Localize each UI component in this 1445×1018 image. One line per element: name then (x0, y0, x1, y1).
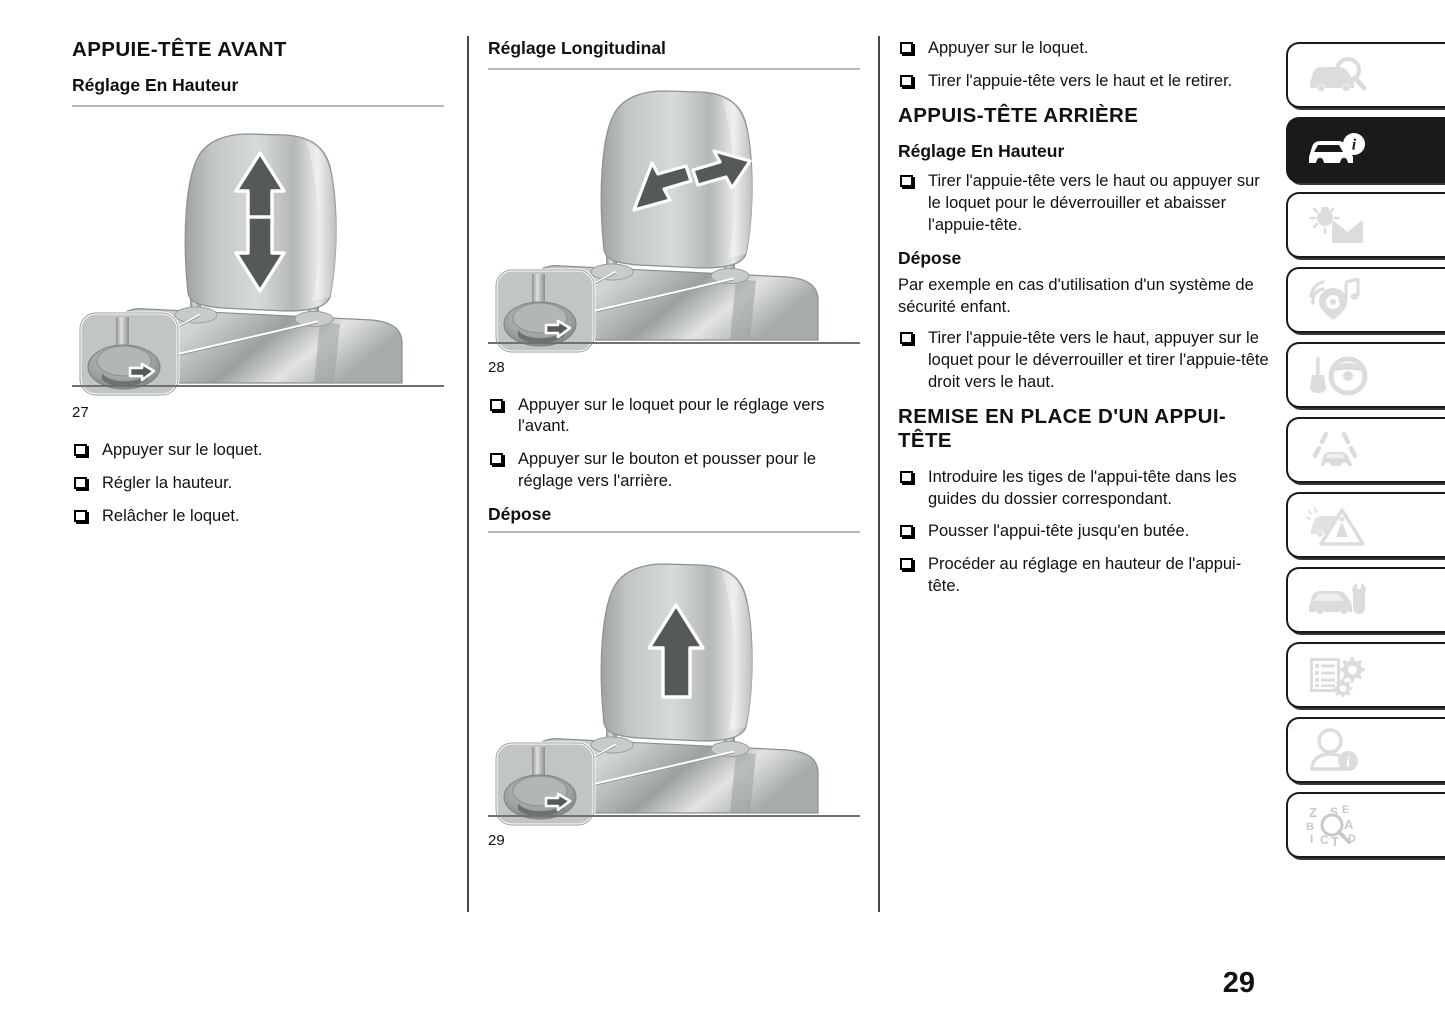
specifications-icon (1306, 653, 1368, 697)
car-wrench-icon (1306, 580, 1368, 620)
checkbox-icon (900, 558, 913, 570)
subsection-title-rear-height: Réglage En Hauteur (898, 141, 1065, 162)
tab-specifications[interactable] (1286, 642, 1445, 708)
svg-text:i: i (1351, 136, 1357, 154)
list-item (898, 554, 1270, 598)
checklist-rear-removal (898, 328, 1270, 394)
list-item (898, 521, 1270, 543)
checkbox-icon (900, 471, 913, 483)
tab-safety[interactable] (1286, 117, 1445, 183)
checkbox-icon (74, 510, 87, 522)
tab-alphabetical-index[interactable] (1286, 792, 1445, 858)
list-item-text: Procéder au réglage en hauteur de l'appui-tête. (928, 555, 1242, 596)
figure-number-28: 28 (488, 359, 505, 376)
tab-radio-navigation[interactable] (1286, 267, 1445, 333)
figure-29-headrest-removal (488, 541, 860, 833)
svg-text:C: C (1320, 833, 1329, 847)
column-divider-2 (878, 36, 880, 912)
list-item (898, 171, 1270, 237)
checkbox-icon (490, 453, 503, 465)
tab-vehicle-overview[interactable] (1286, 42, 1445, 108)
checkbox-icon (490, 399, 503, 411)
figure-number-27: 27 (72, 404, 89, 422)
alphabetic-index-icon (1306, 803, 1376, 847)
tab-starting-driving[interactable] (1286, 342, 1445, 408)
checkbox-icon (900, 332, 913, 344)
radio-navigation-icon (1306, 278, 1368, 322)
svg-text:Z: Z (1309, 805, 1317, 820)
svg-text:i: i (1345, 754, 1351, 771)
checklist-rear-height (898, 171, 1270, 237)
svg-text:I: I (1310, 832, 1314, 846)
list-item (898, 38, 1270, 60)
figure-top-rule (72, 105, 444, 107)
tab-customer-information[interactable] (1286, 717, 1445, 783)
list-item (898, 71, 1270, 93)
list-item-text: Appuyer sur le loquet pour le réglage vers l'avant. (518, 395, 825, 436)
figure-28-longitudinal-adjustment (488, 78, 860, 360)
column-three (898, 38, 1270, 609)
tab-warning-lights-messages[interactable] (1286, 192, 1445, 258)
car-info-icon (1306, 130, 1368, 170)
subsection-title-rear-removal: Dépose (898, 247, 962, 268)
section-title-rear-headrests: APPUIS-TÊTE ARRIÈRE (898, 103, 1139, 127)
svg-text:T: T (1331, 834, 1339, 847)
list-item-text: Tirer l'appuie-tête vers le haut ou appuyer sur le loquet pour le déverrouiller et abaisser l'appuie-tête. (928, 172, 1260, 234)
list-item-text: Tirer l'appuie-tête vers le haut et le retirer. (928, 71, 1233, 90)
checkbox-icon (900, 175, 913, 187)
column-one (72, 38, 444, 539)
checkbox-icon (74, 444, 87, 456)
chapter-tab-rail (1286, 42, 1445, 867)
svg-text:B: B (1306, 821, 1314, 833)
checklist-refit (898, 467, 1270, 599)
list-item (72, 440, 444, 462)
tab-driver-assistance[interactable] (1286, 417, 1445, 483)
checklist-front-removal (898, 38, 1270, 93)
lane-assist-car-icon (1306, 428, 1368, 472)
checkbox-icon (900, 42, 913, 54)
checkbox-icon (74, 477, 87, 489)
list-item-text: Régler la hauteur. (102, 473, 233, 492)
checkbox-icon (900, 525, 913, 537)
steering-wheel-icon (1306, 354, 1368, 396)
list-item-text: Appuyer sur le bouton et pousser pour le réglage vers l'arrière. (518, 450, 817, 491)
column-two (488, 38, 860, 868)
svg-text:S: S (1330, 805, 1339, 819)
list-item-text: Introduire les tiges de l'appui-tête dans les guides du dossier correspondant. (928, 467, 1237, 508)
emergency-triangle-icon (1306, 504, 1368, 546)
subsection-title-longitudinal: Réglage Longitudinal (488, 38, 666, 58)
svg-text:D: D (1348, 833, 1356, 845)
list-item (488, 449, 860, 493)
figure-top-rule (488, 531, 860, 533)
figure-top-rule (488, 68, 860, 70)
list-item-text: Appuyer sur le loquet. (928, 39, 1089, 57)
list-item (72, 506, 444, 528)
warning-light-mail-icon (1306, 203, 1368, 247)
list-item (72, 473, 444, 495)
checklist-height-adjustment (72, 440, 444, 528)
subsection-title-height: Réglage En Hauteur (72, 75, 239, 96)
column-divider-1 (467, 36, 469, 912)
tab-maintenance[interactable] (1286, 567, 1445, 633)
car-search-icon (1306, 55, 1368, 95)
section-title-refit: REMISE EN PLACE D'UN APPUI-TÊTE (898, 405, 1227, 453)
list-item-text: Tirer l'appuie-tête vers le haut, appuyer sur le loquet pour le déverrouiller et tirer l'appuie-tête droit vers le haut. (928, 329, 1269, 392)
list-item (898, 328, 1270, 394)
list-item (898, 467, 1270, 511)
checklist-longitudinal (488, 395, 860, 494)
figure-27-front-headrest-height (72, 115, 444, 405)
subsection-title-removal: Dépose (488, 504, 552, 525)
owner-info-icon (1306, 728, 1368, 772)
figure-number-29: 29 (488, 832, 505, 850)
page-number: 29 (1222, 967, 1255, 999)
svg-text:E: E (1342, 804, 1350, 816)
page-title: APPUIE-TÊTE AVANT (72, 38, 287, 61)
svg-text:A: A (1344, 817, 1354, 832)
list-item (488, 395, 860, 439)
list-item-text: Relâcher le loquet. (102, 506, 240, 525)
checkbox-icon (900, 75, 913, 87)
removal-note: Par exemple en cas d'utilisation d'un système de sécurité enfant. (898, 275, 1254, 316)
list-item-text: Appuyer sur le loquet. (102, 440, 263, 459)
tab-emergency[interactable] (1286, 492, 1445, 558)
list-item-text: Pousser l'appui-tête jusqu'en butée. (928, 522, 1190, 541)
